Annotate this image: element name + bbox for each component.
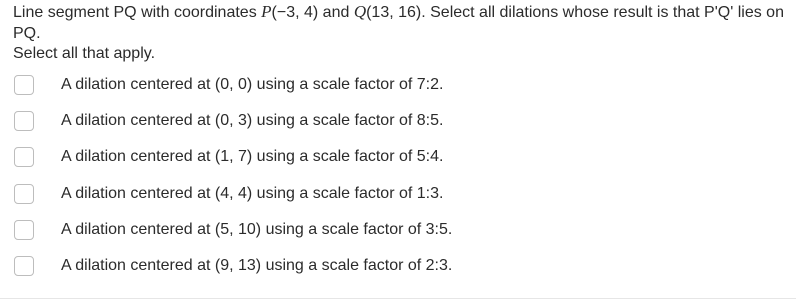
option-4[interactable] (14, 182, 774, 206)
instruction-text: Select all that apply. (13, 45, 156, 62)
option-2[interactable] (14, 109, 774, 133)
option-1-label[interactable]: A dilation centered at (0, 0) using a scale factor of 7:2. (61, 76, 444, 93)
option-1-checkbox[interactable] (14, 75, 34, 95)
point-q-variable: Q (353, 2, 367, 21)
option-1[interactable] (14, 73, 774, 97)
option-2-label[interactable]: A dilation centered at (0, 3) using a scale factor of 8:5. (61, 112, 444, 129)
question-part-3: . Select all dilations whose result is that P'Q' lies on PQ. (13, 4, 784, 42)
point-p-coordinates: (−3, 4) (271, 4, 319, 21)
option-3[interactable] (14, 145, 774, 169)
question-part-1: Line segment PQ with coordinates (13, 4, 262, 21)
option-2-checkbox[interactable] (14, 111, 34, 131)
option-3-checkbox[interactable] (14, 147, 34, 167)
option-4-checkbox[interactable] (14, 184, 34, 204)
bottom-divider (0, 298, 796, 299)
point-q-coordinates: (13, 16) (366, 4, 422, 21)
option-5-checkbox[interactable] (14, 220, 34, 240)
option-6-checkbox[interactable] (14, 256, 34, 276)
option-5-label[interactable]: A dilation centered at (5, 10) using a scale factor of 3:5. (61, 221, 453, 238)
option-3-label[interactable]: A dilation centered at (1, 7) using a scale factor of 5:4. (61, 148, 444, 165)
option-6[interactable] (14, 254, 774, 278)
option-6-label[interactable]: A dilation centered at (9, 13) using a scale factor of 2:3. (61, 257, 453, 274)
option-5[interactable] (14, 218, 774, 242)
question-part-2: and (318, 4, 354, 21)
point-p-variable: P (261, 2, 272, 21)
option-4-label[interactable]: A dilation centered at (4, 4) using a scale factor of 1:3. (61, 185, 444, 202)
